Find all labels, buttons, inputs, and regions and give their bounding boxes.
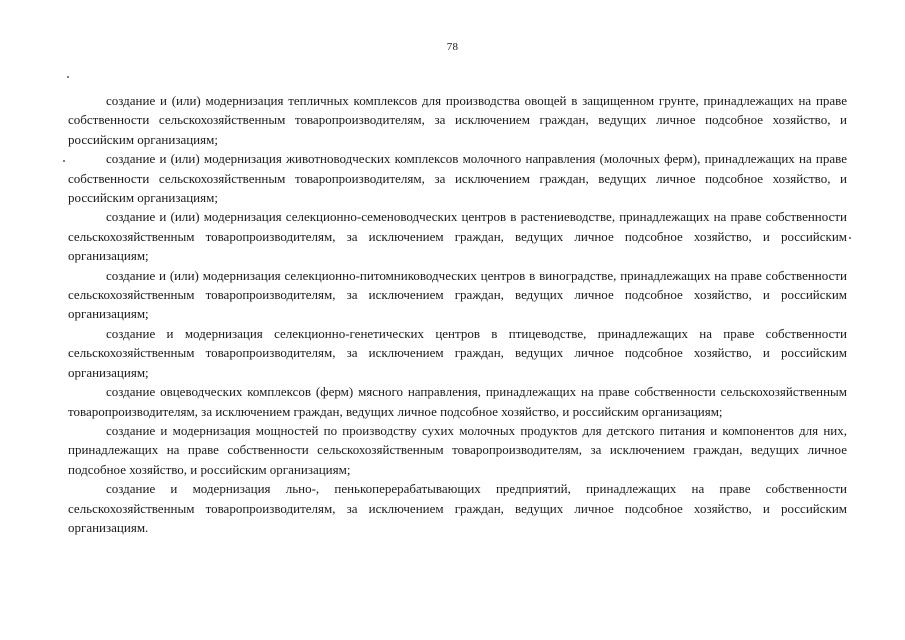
paragraph-dry-milk-production: создание и модернизация мощностей по производству сухих молочных продуктов для детского питания и компонентов для них, принадлежащих на праве собственности сельскохозяйственным товаропроизводителям, за исключением граждан, ведущих личное подсобное хозяйство, и российским организациям; bbox=[68, 422, 847, 477]
paragraph-nursery-centers: создание и (или) модернизация селекционно-питомниководческих центров в виноградстве, принадлежащих на праве собственности сельскохозяйственным товаропроизводителям, за исключением граждан, ведущих личное подсобное хозяйство, и российским организациям; bbox=[68, 267, 847, 322]
paragraph-greenhouse-complexes: создание и (или) модернизация тепличных комплексов для производства овощей в защищенном грунте, принадлежащих на праве собственности сельскохозяйственным товаропроизводителям, за исключением граждан, ведущих личное подсобное хозяйство, и российским организациям; bbox=[68, 93, 847, 147]
document-body bbox=[68, 91, 847, 537]
paragraph-poultry-genetic-centers: создание и модернизация селекционно-генетических центров в птицеводстве, принадлежащих на праве собственности сельскохозяйственным товаропроизводителям, за исключением граждан, ведущих личное подсобное хозяйство, и российским организациям; bbox=[68, 325, 847, 380]
paragraph-flax-hemp-processing: создание и модернизация льно-, пенькоперерабатывающих предприятий, принадлежащих на праве собственности сельскохозяйственным товаропроизводителям, за исключением граждан, ведущих личное подсобное хозяйство, и российским организациям. bbox=[68, 481, 847, 535]
paragraph-seed-centers: создание и (или) модернизация селекционно-семеноводческих центров в растениеводстве, принадлежащих на праве собственности сельскохозяйственным товаропроизводителям, за исключением граждан, ведущих личное подсобное хозяйство, и российским организациям; bbox=[68, 209, 847, 264]
scan-speck bbox=[67, 76, 69, 78]
scan-speck bbox=[849, 237, 851, 239]
page-number: 78 bbox=[446, 41, 459, 53]
paragraph-dairy-complexes: создание и (или) модернизация животноводческих комплексов молочного направления (молочных ферм), принадлежащих на праве собственности сельскохозяйственным товаропроизводителям, за исключением граждан, ведущих личное подсобное хозяйство, и российским организациям; bbox=[68, 151, 847, 206]
scan-speck bbox=[63, 160, 65, 162]
paragraph-sheep-complexes: создание овцеводческих комплексов (ферм) мясного направления, принадлежащих на праве собственности сельскохозяйственным товаропроизводителям, за исключением граждан, ведущих личное подсобное хозяйство, и российским организациям; bbox=[68, 384, 847, 419]
